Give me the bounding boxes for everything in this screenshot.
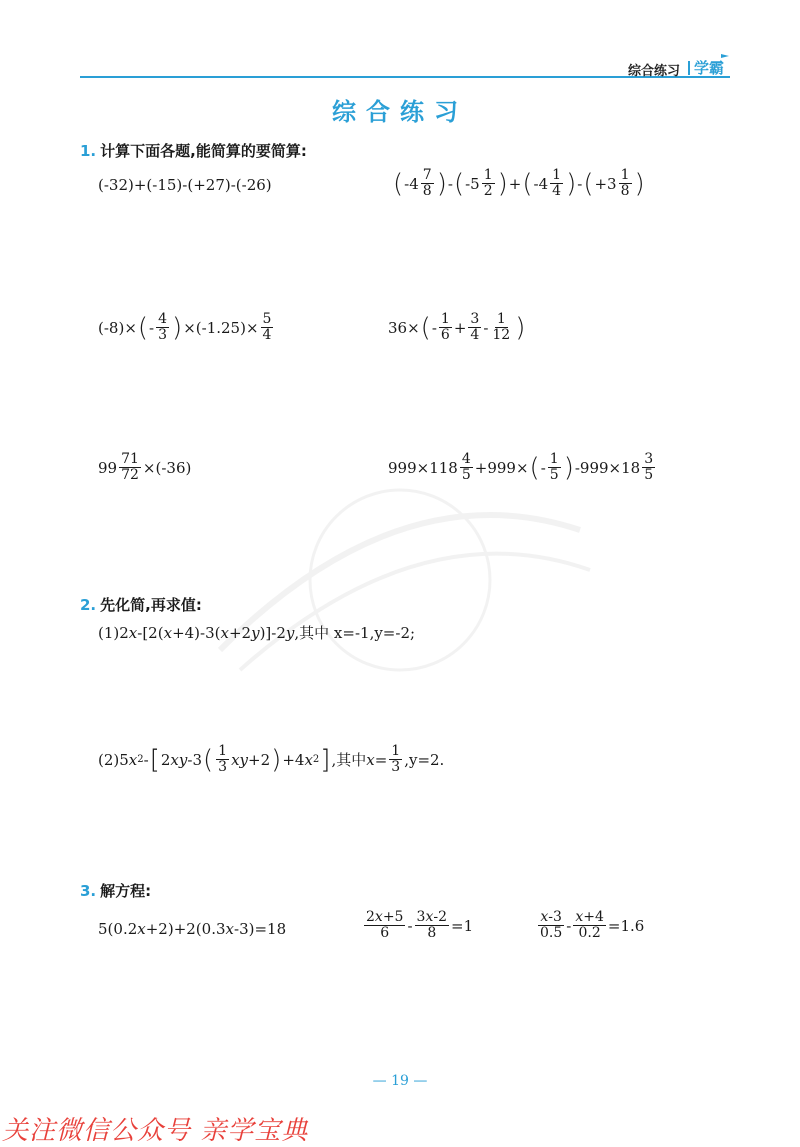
question-number: 2. [80, 596, 97, 614]
question-3-heading [80, 880, 151, 901]
page-title: 综合练习 [332, 98, 468, 126]
part-label: (2) [98, 750, 120, 769]
question-instruction: 先化简,再求值: [100, 596, 202, 614]
part-label: (1) [98, 623, 120, 642]
page-number: — 19 — [372, 1073, 428, 1089]
expression-1d: 36× ( - $\frac{1}{6}$ + $\frac{3}{4}$ - $\frac{1}{12}$ ) [388, 311, 526, 344]
expression-1c: (-8)× ( - $\frac{4}{3}$ ) ×(-1.25)× $\frac{5}{4}$ [98, 311, 272, 344]
expression-1e: 99 $\frac{71}{72}$ ×(-36) [98, 451, 192, 484]
question-number: 1. [80, 142, 97, 160]
expression-1f: 999×118 $\frac{4}{5}$ +999× ( - $\frac{1}{5}$ ) -999×18 $\frac{3}{5}$ [388, 451, 654, 484]
condition: y=2. [408, 750, 445, 769]
equation-3a: 5(0.2 x +2)+2(0.3 x -3)=18 [98, 920, 287, 938]
watermark-logo [200, 470, 600, 690]
brand-divider [688, 61, 690, 75]
question-number: 3. [80, 882, 97, 900]
equation-3b: $\frac{2x+5}{6}$ - $\frac{3x-2}{8}$ =1 [366, 909, 474, 942]
expression-2-2: (2) 5 x 2 - [ 2 x y -3 ( $\frac{1}{3}$ x y +2 ) +4 x 2 ] ,其中 x = $\frac{1}{3}$ , y=2. [98, 743, 445, 776]
expression-1a: (-32)+(-15)-(+27)-(-26) [98, 176, 272, 194]
expression-2-1: (1) 2 x -[2( x +4)-3( x +2 y )]-2 y ,其中 x=-1,y=-2; [98, 623, 416, 642]
question-2-heading [80, 594, 202, 615]
condition: ,其中 x=-1,y=-2; [294, 624, 416, 642]
equation-3c: $\frac{x-3}{0.5}$ - $\frac{x+4}{0.2}$ =1.6 [540, 909, 645, 942]
question-1-heading [80, 140, 307, 161]
flag-icon [720, 53, 730, 63]
header-section-title: 综合练习 [627, 64, 680, 79]
brand-name: 学霸 [693, 59, 724, 77]
expression-1b: ( -4 $\frac{7}{8}$ ) - ( -5 $\frac{1}{2}$ ) + ( -4 $\frac{1}{4}$ ) - ( +3 $\frac{1}{8}$ ) [393, 167, 645, 200]
question-instruction: 解方程: [100, 882, 152, 900]
footer-promo-text: 关注微信公众号 亲学宝典 [2, 1116, 309, 1146]
brand-logo [688, 57, 724, 78]
question-instruction: 计算下面各题,能简算的要简算: [100, 142, 307, 160]
